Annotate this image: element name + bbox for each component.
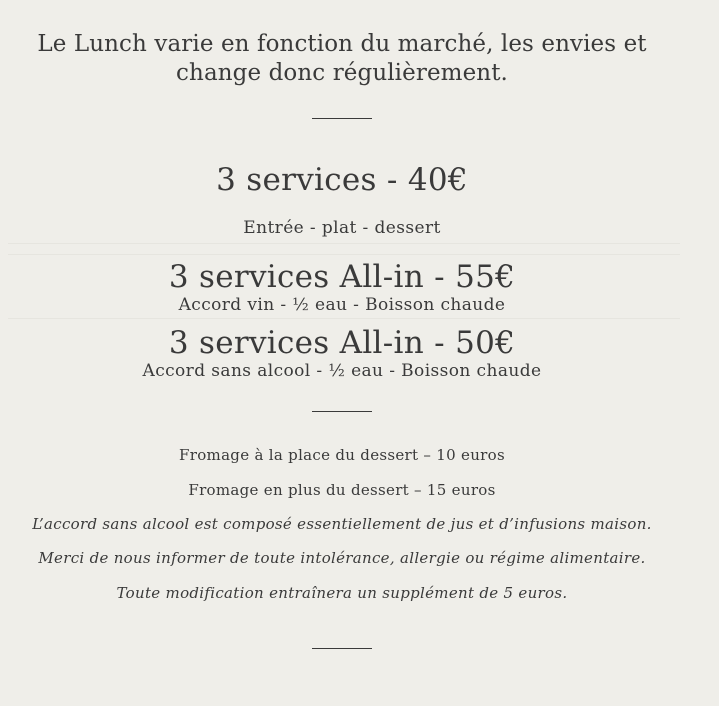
- formula-subtitle-2: Accord vin - ½ eau - Boisson chaude: [178, 295, 506, 315]
- intro-text: [0, 30, 684, 88]
- extra-cheese-add: Fromage en plus du dessert – 15 euros: [188, 481, 496, 499]
- intro-line-1: Le Lunch varie en fonction du marché, les envies et: [37, 31, 647, 57]
- formula-subtitle-3: Accord sans alcool - ½ eau - Boisson chaude: [142, 361, 542, 381]
- formula-title-1: 3 services - 40€: [216, 162, 468, 198]
- separator-band: [8, 318, 680, 319]
- note-allergies: Merci de nous informer de toute intolérance, allergie ou régime alimentaire.: [38, 549, 646, 567]
- extra-cheese-replace: Fromage à la place du dessert – 10 euros: [179, 446, 505, 464]
- divider-bottom: [312, 648, 372, 649]
- note-alcohol-free: L’accord sans alcool est composé essentiellement de jus et d’infusions maison.: [32, 515, 652, 533]
- divider-middle: [312, 411, 372, 412]
- separator-band: [8, 243, 680, 244]
- divider-top: [312, 118, 372, 119]
- formula-subtitle-1: Entrée - plat - dessert: [243, 218, 441, 238]
- formula-title-3: 3 services All-in - 50€: [168, 325, 516, 361]
- separator-band: [8, 254, 680, 255]
- formula-title-2: 3 services All-in - 55€: [168, 259, 516, 295]
- note-modification-fee: Toute modification entraînera un supplément de 5 euros.: [116, 584, 568, 602]
- intro-line-2: change donc régulièrement.: [176, 60, 508, 86]
